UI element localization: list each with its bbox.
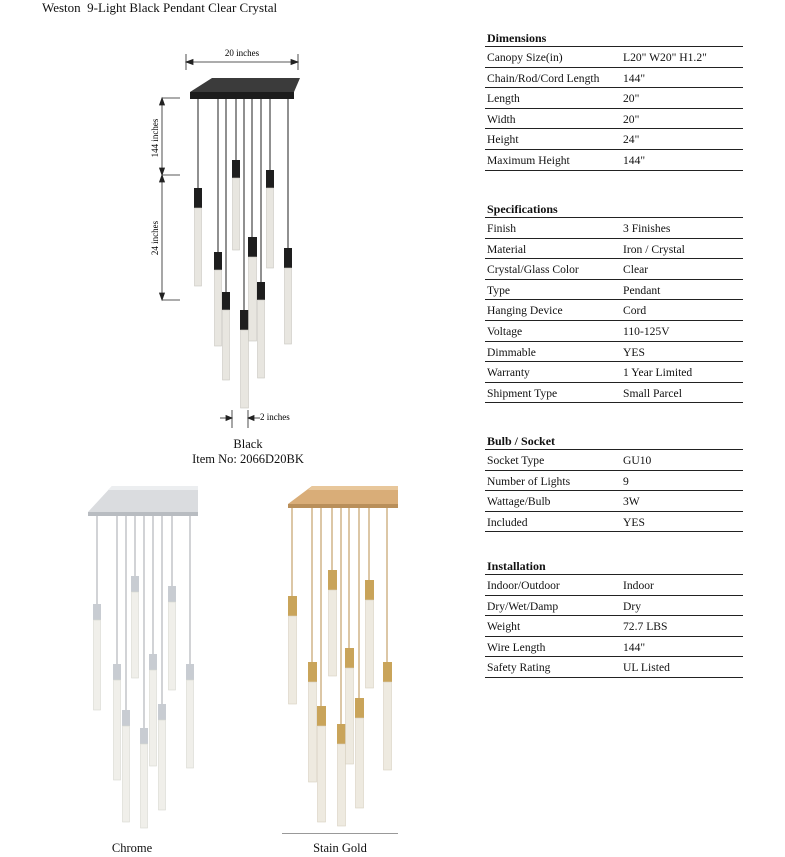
spec-row: [485, 575, 743, 596]
spec-value: YES: [623, 345, 645, 359]
spec-label: Length: [487, 92, 520, 106]
spec-label: Wattage/Bulb: [487, 495, 551, 509]
black-canopy: [190, 78, 300, 92]
spec-value: Clear: [623, 263, 649, 277]
spec-label: Material: [487, 242, 527, 256]
black-pendants: [194, 99, 292, 408]
spec-label: Number of Lights: [487, 474, 571, 488]
spec-value: Indoor: [623, 579, 654, 592]
spec-row: [485, 512, 743, 533]
spec-label: Wire Length: [487, 640, 546, 654]
spec-row: [485, 471, 743, 492]
stain-gold-pendant-image: [282, 484, 404, 834]
black-canopy-edge: [190, 92, 294, 99]
spec-label: Crystal/Glass Color: [487, 263, 579, 277]
finish-name-black: Black: [233, 437, 263, 451]
spec-value: 20": [623, 92, 640, 106]
pendant-2: [214, 99, 222, 346]
spec-value: GU10: [623, 454, 652, 467]
spec-row: [485, 637, 743, 658]
finish-caption-black: [168, 437, 328, 467]
spec-value: L20" W20" H1.2": [623, 51, 707, 64]
finish-caption-chrome: Chrome: [111, 841, 153, 855]
spec-value: 9: [623, 474, 629, 488]
spec-value: 20": [623, 112, 640, 126]
pendant-7: [257, 99, 265, 378]
spec-label: Width: [487, 112, 516, 126]
spec-value: Cord: [623, 304, 647, 318]
spec-label: Height: [487, 133, 519, 147]
spec-value: 3 Finishes: [623, 222, 671, 235]
spec-value: 24": [623, 133, 640, 147]
spec-row: [485, 491, 743, 512]
spec-row: [485, 68, 743, 89]
spec-value: YES: [623, 515, 645, 529]
diameter-dimension: [220, 410, 260, 428]
spec-row: [485, 383, 743, 404]
chain-dimension-label: 144 inches: [150, 118, 160, 158]
spec-section-heading: Installation: [485, 559, 743, 575]
spec-label: Hanging Device: [487, 304, 563, 318]
pendant-3: [222, 99, 230, 380]
spec-label: Dry/Wet/Damp: [487, 599, 559, 613]
spec-value: Dry: [623, 599, 642, 613]
spec-row: [485, 300, 743, 321]
spec-section-bulb-socket: [485, 434, 743, 532]
spec-value: Pendant: [623, 283, 661, 297]
spec-row: [485, 259, 743, 280]
spec-value: 72.7 LBS: [623, 620, 668, 634]
spec-row: [485, 616, 743, 637]
spec-section-dimensions: [485, 31, 743, 171]
spec-section-heading: Bulb / Socket: [485, 434, 743, 450]
spec-row: [485, 239, 743, 260]
spec-value: UL Listed: [623, 661, 670, 675]
pendant-5: [240, 99, 249, 408]
spec-label: Chain/Rod/Cord Length: [487, 71, 600, 85]
spec-value: Small Parcel: [623, 386, 682, 400]
spec-label: Socket Type: [487, 454, 545, 467]
spec-row: [485, 88, 743, 109]
spec-row: [485, 362, 743, 383]
pendant-4: [232, 99, 240, 250]
spec-row: [485, 218, 743, 239]
spec-label: Safety Rating: [487, 661, 551, 675]
spec-row: [485, 321, 743, 342]
page-title: Weston 9-Light Black Pendant Clear Crystal: [42, 0, 278, 15]
chrome-pendants: [97, 516, 190, 728]
spec-label: Weight: [487, 620, 521, 634]
spec-section-specifications: [485, 202, 743, 403]
height-dimension-label: 24 inches: [150, 220, 160, 256]
spec-label: Included: [487, 515, 528, 529]
spec-label: Shipment Type: [487, 386, 558, 400]
spec-label: Maximum Height: [487, 153, 570, 167]
spec-label: Dimmable: [487, 345, 536, 359]
spec-label: Indoor/Outdoor: [487, 579, 560, 592]
spec-row: [485, 129, 743, 150]
spec-row: [485, 450, 743, 471]
spec-section-heading: Specifications: [485, 202, 743, 218]
black-pendant-drawing: [150, 42, 310, 432]
spec-section-heading: Dimensions: [485, 31, 743, 47]
spec-value: 3W: [623, 495, 640, 509]
spec-label: Type: [487, 283, 511, 297]
spec-row: [485, 109, 743, 130]
item-number: Item No: 2066D20BK: [192, 452, 304, 466]
pendant-8: [266, 99, 274, 268]
spec-value: 144": [623, 71, 646, 85]
spec-row: [485, 47, 743, 68]
pendant-6: [248, 99, 257, 341]
spec-row: [485, 596, 743, 617]
spec-row: [485, 657, 743, 678]
width-dimension-label: 20 inches: [224, 48, 260, 58]
spec-value: 110-125V: [623, 324, 670, 338]
chrome-pendant-image: [82, 484, 204, 834]
spec-value: Iron / Crystal: [623, 242, 685, 256]
finish-caption-stain-gold: Stain Gold: [313, 841, 367, 855]
pendant-9: [284, 99, 292, 344]
spec-label: Voltage: [487, 324, 523, 338]
stain-gold-divider: [282, 833, 398, 834]
spec-label: Canopy Size(in): [487, 51, 563, 64]
spec-row: [485, 150, 743, 171]
spec-section-installation: [485, 559, 743, 678]
spec-label: Finish: [487, 222, 516, 235]
chain-dimension: [160, 98, 181, 300]
spec-row: [485, 280, 743, 301]
spec-value: 1 Year Limited: [623, 366, 693, 380]
diameter-dimension-label: 2 inches: [260, 412, 290, 422]
spec-value: 144": [623, 153, 646, 167]
spec-row: [485, 342, 743, 363]
spec-label: Warranty: [487, 366, 530, 380]
spec-value: 144": [623, 640, 646, 654]
pendant-1: [194, 99, 202, 286]
